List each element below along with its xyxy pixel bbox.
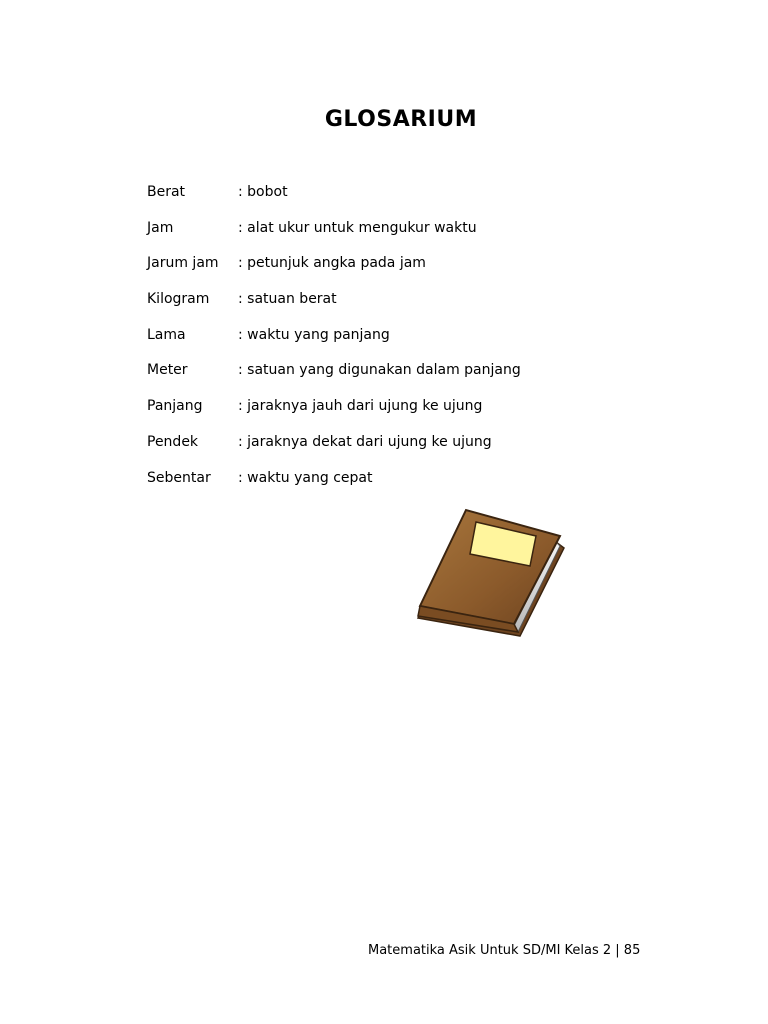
glossary-entry	[147, 360, 607, 396]
glossary-entry	[147, 182, 607, 218]
glossary-term: Jam	[147, 219, 174, 236]
glossary-entry	[147, 253, 607, 289]
glossary-definition: : satuan berat	[238, 291, 337, 308]
glossary-term: Lama	[147, 326, 186, 343]
glossary-term: Kilogram	[147, 291, 210, 308]
book-icon	[414, 508, 570, 650]
glossary-definition: : satuan yang digunakan dalam panjang	[238, 362, 521, 379]
glossary-list	[147, 182, 607, 503]
glossary-term: Meter	[147, 362, 188, 379]
glossary-term: Pendek	[147, 433, 199, 450]
glossary-definition: : waktu yang cepat	[238, 469, 373, 486]
glossary-entry	[147, 432, 607, 468]
glossary-entry	[147, 325, 607, 361]
glossary-definition: : bobot	[238, 184, 288, 200]
glossary-definition: : waktu yang panjang	[238, 326, 390, 343]
page-title: GLOSARIUM	[324, 107, 478, 132]
glossary-entry	[147, 396, 607, 432]
glossary-definition: : alat ukur untuk mengukur waktu	[238, 219, 477, 236]
glossary-definition: : jaraknya jauh dari ujung ke ujung	[238, 398, 483, 415]
glossary-term: Jarum jam	[147, 255, 219, 272]
glossary-definition: : jaraknya dekat dari ujung ke ujung	[238, 433, 492, 450]
glossary-entry	[147, 218, 607, 254]
glossary-term: Sebentar	[147, 469, 211, 486]
glossary-entry	[147, 468, 607, 504]
glossary-definition: : petunjuk angka pada jam	[238, 255, 426, 272]
glossary-entry	[147, 289, 607, 325]
page-footer: Matematika Asik Untuk SD/MI Kelas 2 | 85	[368, 943, 641, 958]
glossary-term: Berat	[147, 184, 186, 200]
glossary-term: Panjang	[147, 398, 203, 415]
